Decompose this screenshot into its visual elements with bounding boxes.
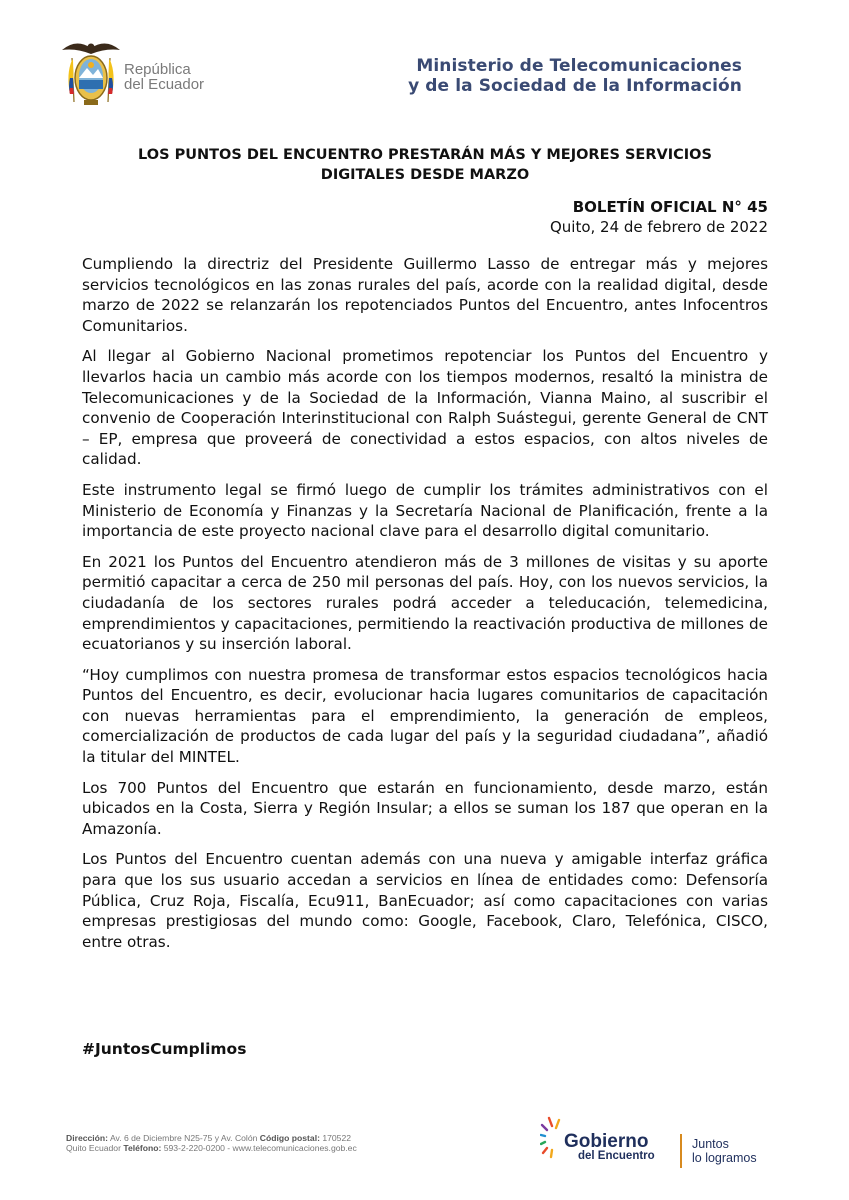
title-line-1: LOS PUNTOS DEL ENCUENTRO PRESTARÁN MÁS Y MEJORES SERVICIOS (138, 147, 712, 163)
paragraph-6: Los 700 Puntos del Encuentro que estarán en funcionamiento, desde marzo, están ubicados en la Costa, Sierra y Región Insular; a ellos se suman los 187 que operan en la Amazonía. (82, 778, 768, 838)
paragraph-5: “Hoy cumplimos con nuestra promesa de transformar estos espacios tecnológicos hacia Puntos del Encuentro, es decir, evolucionar hacia lugares comunitarios de capacitación con nuevas herramientas para el emprendimiento, la generación de empleos, comercialización de productos de cada lugar del país y la seguridad ciudadana”, añadió la titular del MINTEL. (82, 665, 768, 767)
logo-divider (680, 1134, 682, 1168)
paragraph-2: Al llegar al Gobierno Nacional prometimos repotenciar los Puntos del Encuentro y llevarlos hacia un cambio más acorde con los tiempos modernos, resaltó la ministra de Telecomunicaciones y de la Sociedad de la Información, Vianna Maino, al suscribir el convenio de Cooperación Interinstitucional con Ralph Suástegui, gerente General de CNT – EP, empresa que proveerá de conectividad a estos espacios, con altos niveles de calidad. (82, 347, 768, 469)
footer-city: Quito Ecuador (66, 1143, 121, 1153)
direccion-value: Av. 6 de Diciembre N25-75 y Av. Colón (109, 1133, 258, 1143)
footer-line-1 (66, 1133, 357, 1143)
telefono-label: Teléfono: (123, 1143, 162, 1153)
paragraph-1: Cumpliendo la directriz del Presidente Guillermo Lasso de entregar más y mejores servicios tecnológicos en las zonas rurales del país, acorde con la realidad digital, desde marzo de 2022 se relanzarán los repotenciados Puntos del Encuentro, antes Infocentros Comunitarios. (82, 255, 768, 335)
footer-line-2 (66, 1143, 357, 1153)
republica-label (124, 62, 204, 92)
ecuador-coat-of-arms-icon (60, 38, 122, 108)
paragraph-4: En 2021 los Puntos del Encuentro atendieron más de 3 millones de visitas y su aporte permitió capacitar a cerca de 250 mil personas del país. Hoy, con los nuevos servicios, la ciudadanía de los sectores rurales podrá acceder a teleducación, telemedicina, emprendimientos y capacitaciones, permitiendo la reactivación productiva de millones de ecuatorianos y su inserción laboral. (82, 552, 768, 654)
ministerio-line-2: y de la Sociedad de la Información (408, 76, 742, 96)
ministerio-line-1: Ministerio de Telecomunicaciones (416, 56, 742, 76)
boletin-number: BOLETÍN OFICIAL N° 45 (572, 198, 768, 216)
boletin-block (550, 197, 768, 237)
gobierno-del-encuentro-logo (540, 1116, 780, 1172)
slogan-line-2: lo logramos (692, 1151, 757, 1165)
paragraph-7: Los Puntos del Encuentro cuentan además con una nueva y amigable interfaz gráfica para que los sus usuario accedan a servicios en línea de entidades como: Defensoría Pública, Cruz Roja, Fiscalía, Ecu911, BanEcuador; así como capacitaciones con varias empresas prestigiosas del mundo como: Google, Facebook, Claro, Telefónica, CISCO, entre otras. (82, 850, 768, 951)
boletin-place-date: Quito, 24 de febrero de 2022 (549, 218, 768, 236)
paragraph-3: Este instrumento legal se firmó luego de cumplir los trámites administrativos con el Ministerio de Economía y Finanzas y la Secretaría Nacional de Planificación, frente a la importancia de este proyecto nacional clave para el desarrollo digital comunitario. (82, 480, 768, 541)
title-line-2: DIGITALES DESDE MARZO (320, 167, 530, 183)
slogan-line-1: Juntos (692, 1137, 729, 1151)
republica-line-1: República (124, 61, 191, 78)
document-body (82, 254, 768, 962)
telefono-value: 593-2-220-0200 - www.telecomunicaciones.gob.ec (163, 1143, 357, 1153)
footer-address (66, 1133, 357, 1153)
document-title (82, 145, 768, 185)
direccion-label: Dirección: (66, 1133, 109, 1143)
ministerio-name (408, 56, 742, 96)
republica-line-2: del Ecuador (124, 76, 205, 93)
encuentro-burst-icon (540, 1116, 564, 1168)
gobierno-title: Gobierno (564, 1131, 649, 1152)
encuentro-subtitle: del Encuentro (578, 1150, 655, 1162)
slogan (692, 1137, 757, 1165)
codigo-value: 170522 (322, 1133, 352, 1143)
hashtag: #JuntosCumplimos (82, 1040, 247, 1058)
codigo-label: Código postal: (259, 1133, 320, 1143)
page-header (0, 0, 849, 120)
